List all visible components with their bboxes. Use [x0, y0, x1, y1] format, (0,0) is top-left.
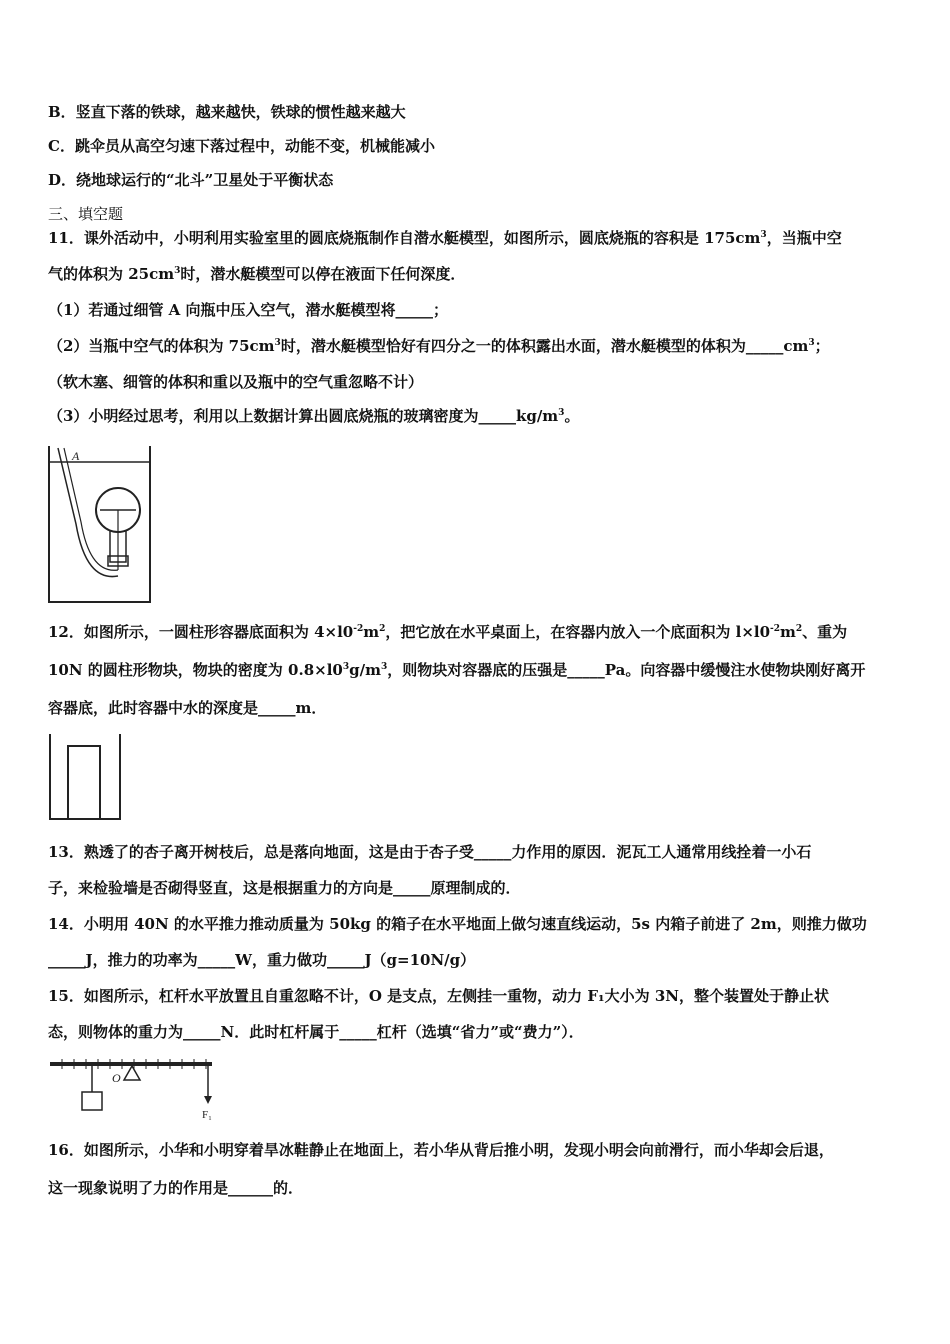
option-c: C．跳伞员从高空匀速下落过程中，动能不变，机械能减小 [48, 137, 435, 155]
q12-line2: 10N 的圆柱形物块，物块的密度为 $0.8\times l0^3g/m^3$，则物块对容器底的压强是_____Pa。向容器中缓慢注水使物块刚好离开 [48, 661, 866, 679]
q15-line1: 15．如图所示，杠杆水平放置且自重忽略不计，O 是支点，左侧挂一重物，动力 F₁大小为 3N，整个装置处于静止状 [48, 987, 829, 1005]
q11-part1: （1）若通过细管 A 向瓶中压入空气，潜水艇模型将_____； [48, 301, 449, 319]
q15-lever-figure [46, 1056, 226, 1124]
q11-part2: （2）当瓶中空气的体积为 $75cm^3$时，潜水艇模型恰好有四分之一的体积露出水面，潜水艇模型的体积为$\_\_\_\_\_cm^3$； [48, 337, 830, 355]
section-title: 三、填空题 [48, 205, 124, 223]
tube-a [58, 448, 118, 577]
q16-line1: 16．如图所示，小华和小明穿着旱冰鞋静止在地面上，若小华从背后推小明，发现小明会向前滑行，而小华却会后退， [48, 1141, 834, 1159]
q11-flask-figure [46, 444, 156, 604]
option-b: B．竖直下落的铁球，越来越快，铁球的惯性越来越大 [48, 103, 406, 121]
q11-line2: 气的体积为 $25cm^3$时，潜水艇模型可以停在液面下任何深度． [48, 265, 466, 283]
q14-line2: _____J，推力的功率为_____W，重力做功_____J（g=10N/g） [48, 951, 476, 969]
q11-part3: （3）小明经过思考，利用以上数据计算出圆底烧瓶的玻璃密度为$\_\_\_\_\_kg/m^3$。 [48, 407, 580, 425]
label-f1: F₁ [202, 1109, 212, 1121]
q15-line2: 态，则物体的重力为_____N．此时杠杆属于_____杠杆（选填“省力”或“费力”）． [48, 1023, 584, 1041]
label-o: O [112, 1071, 121, 1085]
block-outline [68, 746, 100, 819]
q13-line1: 13．熟透了的杏子离开树枝后，总是落向地面，这是由于杏子受_____力作用的原因．泥瓦工人通常用线拴着一小石 [48, 843, 812, 861]
q11-line1: 11．课外活动中，小明利用实验室里的圆底烧瓶制作自潜水艇模型，如图所示，圆底烧瓶的容积是 $175cm^3$，当瓶中空 [48, 229, 842, 247]
force-arrowhead [204, 1096, 212, 1104]
weight-block [82, 1092, 102, 1110]
q13-line2: 子，来检验墙是否砌得竖直，这是根据重力的方向是_____原理制成的． [48, 879, 521, 897]
q14-line1: 14．小明用 40N 的水平推力推动质量为 50kg 的箱子在水平地面上做匀速直线运动，5s 内箱子前进了 2m，则推力做功 [48, 915, 867, 933]
q11-note: （软木塞、细管的体积和重以及瓶中的空气重忽略不计） [48, 373, 424, 391]
label-a: A [72, 449, 80, 463]
fulcrum [124, 1066, 140, 1080]
q12-container-figure [48, 732, 124, 822]
q12-line3: 容器底，此时容器中水的深度是_____m． [48, 699, 327, 717]
q12-line1: 12．如图所示，一圆柱形容器底面积为 $4\times l0^{-2}m^2$，把它放在水平桌面上，在容器内放入一个底面积为 $l\times l0^{-2}m^2$、重为 [48, 623, 848, 641]
option-d: D．绕地球运行的“北斗”卫星处于平衡状态 [48, 171, 334, 189]
q16-line2: 这一现象说明了力的作用是______的． [48, 1179, 304, 1197]
